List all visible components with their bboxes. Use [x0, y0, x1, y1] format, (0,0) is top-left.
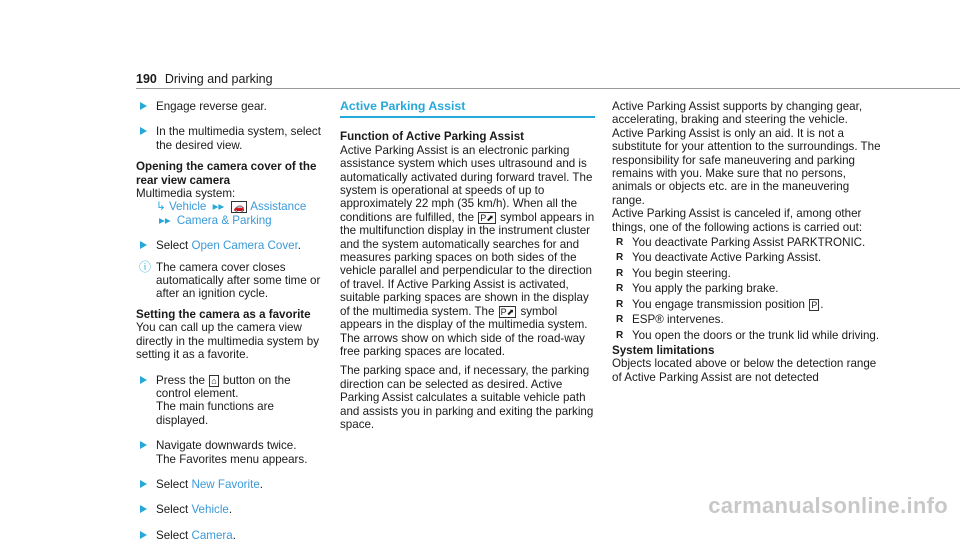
step-engage-reverse: Engage reverse gear. — [136, 100, 322, 113]
paragraph-2: Active Parking Assist is only an aid. It is not a substitute for your attention to the surroundings. The responsibility for safe maneuvering and parking remains with you. Make sure that no persons, animals or objects etc. are in the maneuvering range. — [612, 126, 881, 207]
select-label: Select — [156, 503, 189, 517]
paragraph-3: Active Parking Assist is canceled if, among other things, one of the following actions is carried out: — [612, 207, 863, 234]
opening-heading: Opening the camera cover of the rear view camera — [136, 160, 317, 187]
press-result: The main functions are displayed. — [156, 400, 274, 427]
list-item-text: You engage transmission position — [632, 297, 805, 311]
step-navigate-down — [136, 439, 322, 466]
link-camera-parking[interactable]: Camera & Parking — [176, 213, 272, 227]
favorite-heading: Setting the camera as a favorite — [136, 307, 311, 321]
function-text-1: Active Parking Assist is an electronic parking assistance system which uses ultrasound and is automatically activated during forward travel. The system is operational at speeds of up to approximately 22 mph (35 km/h). When all the conditions are fulfilled, the — [340, 143, 593, 224]
column-right — [612, 100, 882, 384]
step-camera — [136, 529, 322, 542]
info-note — [136, 261, 322, 301]
note-text: The camera cover closes automatically after some time or after an ignition cycle. — [156, 260, 321, 301]
list-item: R You apply the parking brake. — [612, 282, 882, 295]
link-assistance[interactable]: Assistance — [250, 200, 307, 214]
list-item: R You deactivate Parking Assist PARKTRONIC. — [612, 236, 882, 249]
select-label: Select — [156, 477, 189, 491]
paragraph-1: Active Parking Assist supports by changing gear, accelerating, braking and steering the vehicle. — [612, 100, 863, 127]
step-press-home — [136, 374, 322, 428]
multimedia-label: Multimedia system: — [136, 187, 236, 201]
path-arrow-icon: ↳ — [156, 200, 166, 214]
watermark: carmanualsonline.info — [708, 493, 948, 518]
select-label: Select — [156, 239, 189, 253]
list-item: R You begin steering. — [612, 267, 882, 280]
navigate-text: Navigate downwards twice. — [156, 439, 297, 453]
parking-symbol-icon: P⬈ — [500, 306, 515, 317]
press-post: button on the control element. — [156, 373, 291, 400]
navigate-result: The Favorites menu appears. — [156, 452, 308, 466]
period: . — [297, 239, 302, 253]
column-middle — [340, 100, 595, 431]
list-item: R You deactivate Active Parking Assist. — [612, 251, 882, 264]
page-number: 190 — [136, 72, 157, 86]
step-new-favorite — [136, 478, 322, 491]
period: . — [259, 477, 263, 491]
link-new-favorite[interactable]: New Favorite — [191, 477, 260, 491]
function-text-4: The parking space and, if necessary, the parking direction can be selected as desired. Active Parking Assist calculates a suitable vehicle path and assists you in parking and exiting the parking space. — [340, 364, 594, 431]
period: . — [228, 503, 233, 517]
menu-path — [136, 200, 322, 227]
list-item: R ESP® intervenes. — [612, 313, 882, 326]
chevron-icon: ▸▸ — [159, 213, 171, 227]
function-text-3: symbol appears in the display of the multimedia system. The arrows show on which side of the road-way free parking spaces are located. — [340, 304, 588, 358]
favorite-text: You can call up the camera view directly in the multimedia system by setting it as a favorite. — [136, 321, 319, 362]
column-left — [136, 100, 322, 550]
period: . — [232, 528, 236, 542]
info-icon: ⓘ — [139, 259, 152, 274]
press-pre: Press the — [156, 373, 205, 387]
function-text-2: symbol appears in the multifunction display in the instrument cluster and the system automatically searches for and measures parking spaces on both sides of the vehicle parallel and perpendicular to the direction of travel. If Active Parking Assist is activated, suitable parking spaces are shown in the display of the multimedia system. The — [340, 210, 595, 318]
section-heading-active-parking-assist: Active Parking Assist — [340, 100, 595, 118]
select-label: Select — [156, 528, 189, 542]
section-title: Driving and parking — [164, 72, 273, 86]
link-vehicle-fav[interactable]: Vehicle — [191, 503, 229, 517]
link-camera[interactable]: Camera — [191, 528, 233, 542]
home-icon: ⌂ — [211, 375, 217, 386]
car-icon: 🚗 — [233, 202, 245, 213]
function-heading: Function of Active Parking Assist — [340, 130, 525, 144]
list-item: R You engage transmission position P . — [612, 298, 882, 311]
step-open-camera-cover — [136, 239, 322, 252]
step-vehicle — [136, 503, 322, 516]
header-rule — [136, 88, 960, 89]
limitations-text: Objects located above or below the detection range of Active Parking Assist are not detected — [612, 357, 877, 384]
link-open-camera-cover[interactable]: Open Camera Cover — [191, 239, 298, 253]
function-text — [340, 144, 595, 359]
parking-symbol-icon: P⬈ — [480, 212, 494, 223]
step-select-view: In the multimedia system, select the desired view. — [136, 125, 322, 152]
chevron-icon: ▸▸ — [212, 200, 225, 214]
list-item: R You open the doors or the trunk lid while driving. — [612, 329, 882, 342]
page-header — [136, 72, 273, 86]
gear-p-icon: P — [811, 299, 818, 310]
limitations-heading: System limitations — [612, 343, 715, 357]
link-vehicle[interactable]: Vehicle — [168, 200, 207, 214]
